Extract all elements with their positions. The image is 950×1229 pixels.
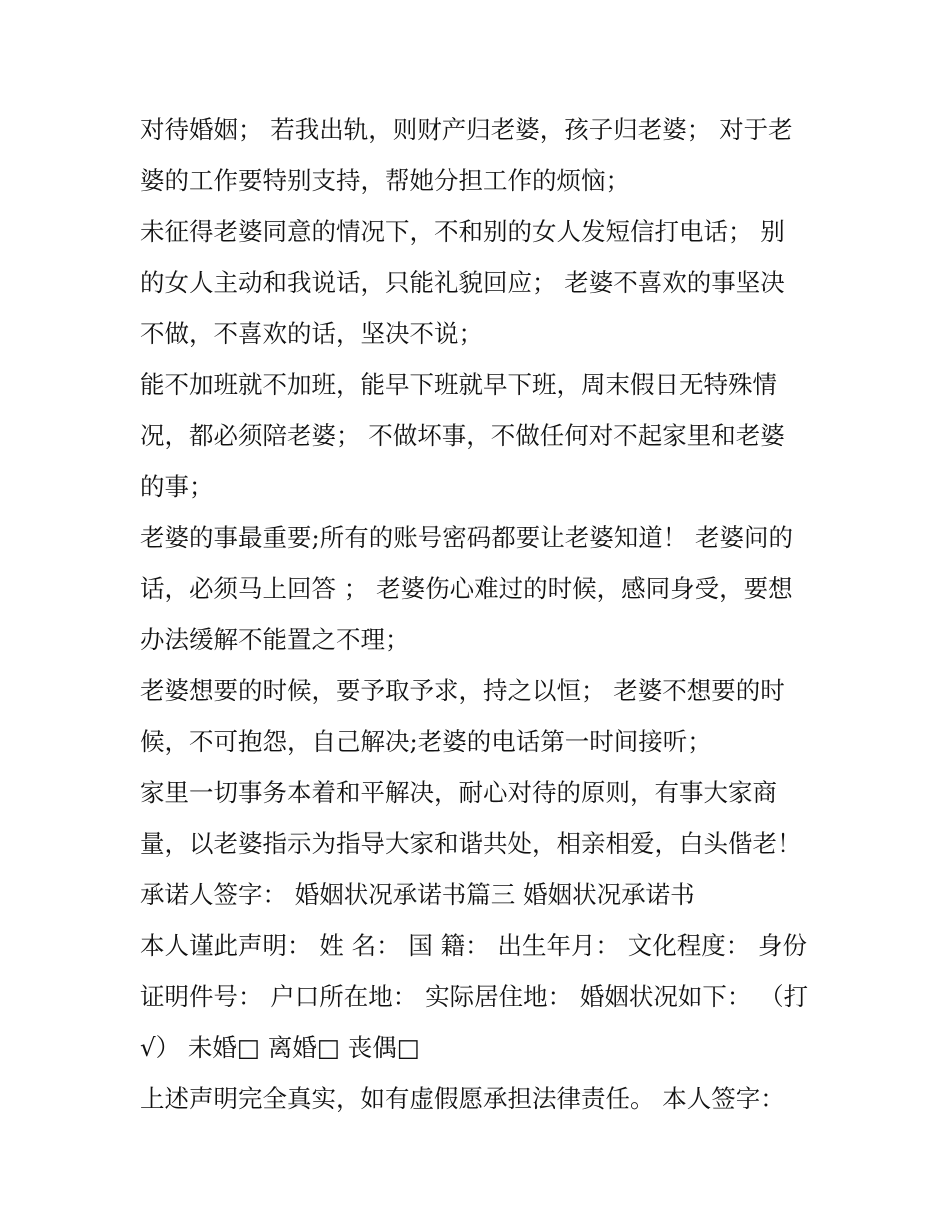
document-body <box>140 104 820 1124</box>
text-line: 能不加班就不加班，能早下班就早下班，周末假日无特殊情 <box>140 370 777 399</box>
text-line: 不做，不喜欢的话，坚决不说； <box>140 319 483 348</box>
text-line: 承诺人签字： 婚姻状况承诺书篇三 婚姻状况承诺书 <box>140 880 695 909</box>
text-line: 的事； <box>140 472 214 501</box>
text-line: 家里一切事务本着和平解决，耐心对待的原则，有事大家商 <box>140 778 777 807</box>
text-line: 候，不可抱怨，自己解决;老婆的电话第一时间接听； <box>140 727 712 756</box>
text-line: 老婆的事最重要;所有的账号密码都要让老婆知道！ 老婆问的 <box>140 523 794 552</box>
text-line: 的女人主动和我说话，只能礼貌回应； 老婆不喜欢的事坚决 <box>140 268 785 297</box>
text-line: 证明件号： 户口所在地： 实际居住地： 婚姻状况如下： （打 <box>140 982 809 1011</box>
text-line: √） 未婚□ 离婚□ 丧偶□ <box>140 1033 420 1062</box>
text-line: 上述声明完全真实，如有虚假愿承担法律责任。 本人签字： <box>140 1084 785 1113</box>
text-line: 老婆想要的时候，要予取予求，持之以恒； 老婆不想要的时 <box>140 676 785 705</box>
text-line: 况，都必须陪老婆； 不做坏事，不做任何对不起家里和老婆 <box>140 421 785 450</box>
text-line: 未征得老婆同意的情况下，不和别的女人发短信打电话； 别 <box>140 217 785 246</box>
text-line: 话，必须马上回答 ； 老婆伤心难过的时候，感同身受，要想 <box>140 574 793 603</box>
text-line: 量，以老婆指示为指导大家和谐共处，相亲相爱，白头偕老！ <box>140 829 802 858</box>
text-line: 婆的工作要特别支持，帮她分担工作的烦恼； <box>140 166 630 195</box>
text-line: 本人谨此声明： 姓 名： 国 籍： 出生年月： 文化程度： 身份 <box>140 931 808 960</box>
text-line: 办法缓解不能置之不理； <box>140 625 410 654</box>
text-line: 对待婚姻； 若我出轨，则财产归老婆，孩子归老婆； 对于老 <box>140 115 793 144</box>
